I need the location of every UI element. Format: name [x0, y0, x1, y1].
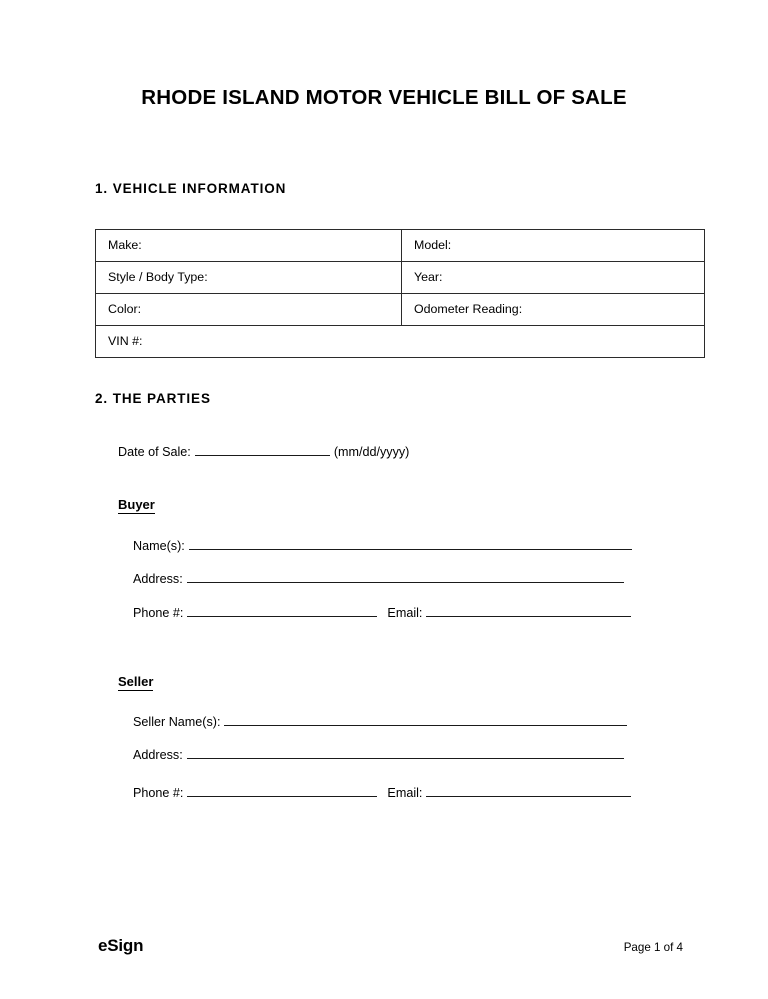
seller-name-field	[133, 713, 631, 730]
date-of-sale-input[interactable]	[195, 443, 330, 456]
table-row	[96, 294, 705, 326]
buyer-name-field	[133, 537, 636, 554]
section-heading-vehicle-information: 1. VEHICLE INFORMATION	[95, 181, 287, 196]
vehicle-information-table	[95, 229, 705, 358]
table-row	[96, 230, 705, 262]
buyer-address-input[interactable]	[187, 570, 624, 583]
seller-phone-label: Phone #:	[133, 786, 184, 800]
seller-phone-input[interactable]	[187, 784, 377, 797]
seller-address-input[interactable]	[187, 746, 624, 759]
table-row	[96, 326, 705, 358]
esign-logo: eSign	[98, 936, 144, 955]
table-cell-odometer-reading[interactable]: Odometer Reading:	[402, 294, 705, 326]
table-row	[96, 262, 705, 294]
page-title: RHODE ISLAND MOTOR VEHICLE BILL OF SALE	[141, 86, 627, 109]
seller-address-label: Address:	[133, 748, 183, 762]
date-of-sale-label: Date of Sale:	[118, 445, 191, 459]
seller-name-input[interactable]	[224, 713, 627, 726]
table-cell-vin[interactable]: VIN #:	[96, 326, 705, 358]
seller-section-heading: Seller	[118, 674, 154, 689]
date-of-sale-format-note: (mm/dd/yyyy)	[333, 445, 410, 459]
buyer-name-label: Name(s):	[133, 539, 185, 553]
buyer-phone-label: Phone #:	[133, 606, 184, 620]
seller-address-field	[133, 746, 628, 763]
buyer-phone-input[interactable]	[187, 604, 377, 617]
buyer-address-field	[133, 570, 628, 587]
seller-name-label: Seller Name(s):	[133, 715, 221, 729]
buyer-email-label: Email:	[387, 606, 423, 620]
section-heading-the-parties: 2. THE PARTIES	[95, 391, 211, 406]
table-cell-style-body-type[interactable]: Style / Body Type:	[96, 262, 402, 294]
buyer-section-heading: Buyer	[118, 497, 155, 512]
page-indicator: Page 1 of 4	[623, 941, 683, 954]
buyer-address-label: Address:	[133, 572, 183, 586]
date-of-sale-field	[118, 443, 409, 460]
seller-contact-fields	[133, 784, 635, 801]
table-cell-color[interactable]: Color:	[96, 294, 402, 326]
buyer-contact-fields	[133, 604, 635, 621]
seller-email-label: Email:	[387, 786, 423, 800]
buyer-name-input[interactable]	[189, 537, 632, 550]
buyer-email-input[interactable]	[426, 604, 631, 617]
table-cell-year[interactable]: Year:	[402, 262, 705, 294]
table-cell-make[interactable]: Make:	[96, 230, 402, 262]
seller-email-input[interactable]	[426, 784, 631, 797]
table-cell-model[interactable]: Model:	[402, 230, 705, 262]
